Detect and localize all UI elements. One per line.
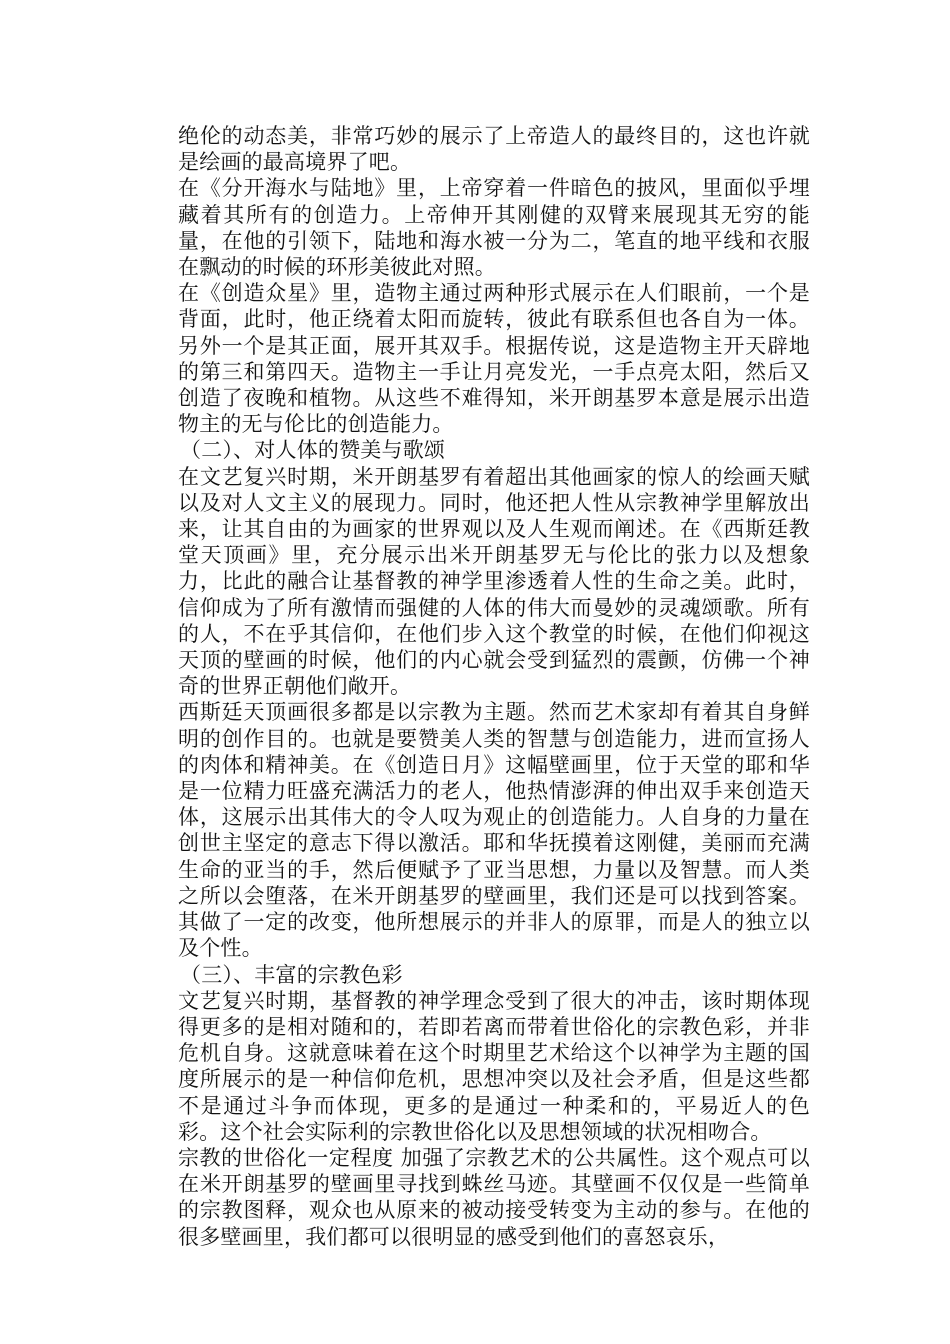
paragraph-creating-stars: 在《创造众星》里，造物主通过两种形式展示在人们眼前，一个是背面，此时，他正绕着太阳而旋转，彼此有联系但也各自为一体。另外一个是其正面，展开其双手。根据传说，这是造物主开天辟地的第三和第四天。造物主一手让月亮发光，一手点亮太阳，然后又创造了夜晚和植物。从这些不难得知，米开朗基罗本意是展示出造物主的无与伦比的创造能力。 (178, 281, 810, 437)
paragraph-theology-impact: 文艺复兴时期，基督教的神学理念受到了很大的冲击，该时期体现得更多的是相对随和的，若即若离而带着世俗化的宗教色彩，并非危机自身。这就意味着在这个时期里艺术给这个以神学为主题的国度所展示的是一种信仰危机，思想冲突以及社会矛盾，但是这些都不是通过斗争而体现，更多的是通过一种柔和的，平易近人的色彩。这个社会实际利的宗教世俗化以及思想领域的状况相吻合。 (178, 988, 810, 1144)
paragraph-separating-waters: 在《分开海水与陆地》里，上帝穿着一件暗色的披风，里面似乎埋藏着其所有的创造力。上帝伸开其刚健的双臂来展现其无穷的能量，在他的引领下，陆地和海水被一分为二，笔直的地平线和衣服在飘动的时候的环形美彼此对照。 (178, 176, 810, 280)
section-heading-religious-color: （三）、丰富的宗教色彩 (180, 962, 403, 987)
paragraph-renaissance-humanism: 在文艺复兴时期，米开朗基罗有着超出其他画家的惊人的绘画天赋以及对人文主义的展现力。同时，他还把人性从宗教神学里解放出来，让其自由的为画家的世界观以及人生观而阐述。在《西斯廷教堂天顶画》里，充分展示出米开朗基罗无与伦比的张力以及想象力，比此的融合让基督教的神学里渗透着人性的生命之美。此时，信仰成为了所有激情而强健的人体的伟大而曼妙的灵魂颂歌。所有的人，不在乎其信仰，在他们步入这个教堂的时候，在他们仰视这天顶的壁画的时候，他们的内心就会受到猛烈的震颤，仿佛一个神奇的世界正朝他们敞开。 (178, 464, 810, 699)
paragraph-secularization: 宗教的世俗化一定程度 加强了宗教艺术的公共属性。这个观点可以在米开朗基罗的壁画里寻找到蛛丝马迹。其壁画不仅仅是一些简单的宗教图释，观众也从原来的被动接受转变为主动的参与。在他的很多壁画里，我们都可以很明显的感受到他们的喜怒哀乐， (178, 1145, 810, 1249)
section-heading-human-body: （二）、对人体的赞美与歌颂 (180, 438, 446, 463)
document-body (178, 123, 810, 1250)
paragraph-dynamic-beauty: 绝伦的动态美，非常巧妙的展示了上帝造人的最终目的，这也许就是绘画的最高境界了吧。 (178, 124, 810, 175)
paragraph-sistine-ceiling: 西斯廷天顶画很多都是以宗教为主题。然而艺术家却有着其自身鲜明的创作目的。也就是要赞美人类的智慧与创造能力，进而宣扬人的肉体和精神美。在《创造日月》这幅壁画里，位于天堂的耶和华是一位精力旺盛充满活力的老人，他热情澎湃的伸出双手来创造天体，这展示出其伟大的令人叹为观止的创造能力。人自身的力量在创世主坚定的意志下得以激活。耶和华抚摸着这刚健，美丽而充满生命的亚当的手，然后便赋予了亚当思想，力量以及智慧。而人类之所以会堕落，在米开朗基罗的壁画里，我们还是可以找到答案。其做了一定的改变，他所想展示的并非人的原罪，而是人的独立以及个性。 (178, 700, 810, 961)
